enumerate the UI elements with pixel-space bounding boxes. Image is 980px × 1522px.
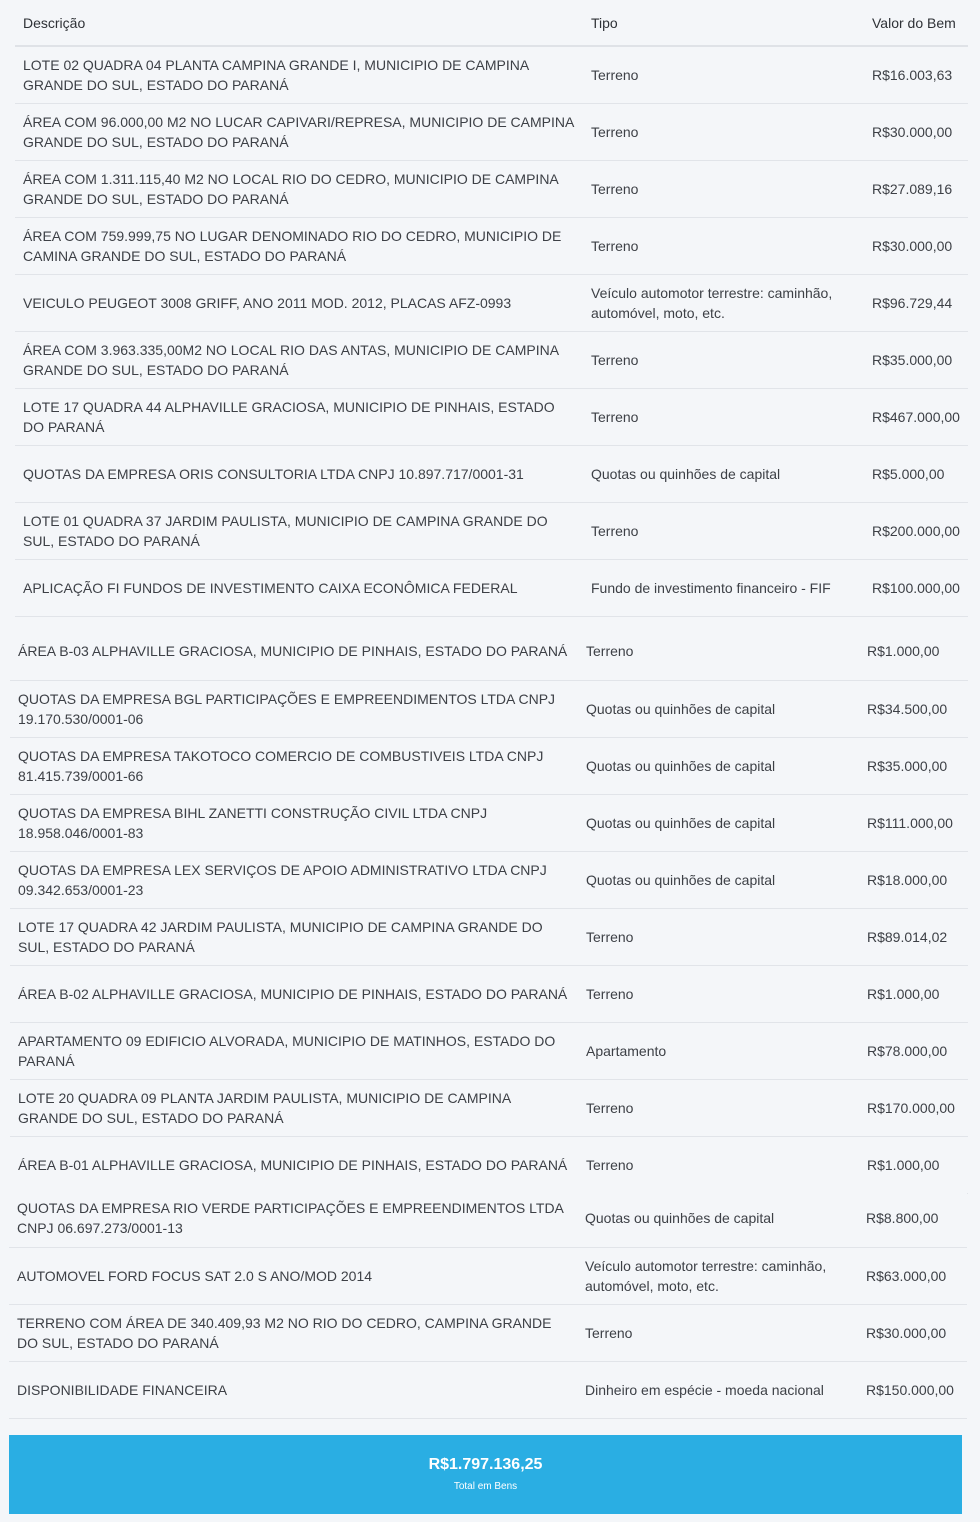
cell-valor: R$18.000,00	[859, 851, 968, 908]
cell-descricao: LOTE 17 QUADRA 42 JARDIM PAULISTA, MUNICIPIO DE CAMPINA GRANDE DO SUL, ESTADO DO PARANÁ	[10, 908, 578, 965]
total-assets-value: R$1.797.136,25	[428, 1456, 543, 1473]
header-descricao: Descrição	[15, 0, 583, 46]
cell-tipo: Terreno	[583, 331, 864, 388]
cell-descricao: LOTE 01 QUADRA 37 JARDIM PAULISTA, MUNICIPIO DE CAMPINA GRANDE DO SUL, ESTADO DO PARANÁ	[15, 502, 583, 559]
cell-descricao: LOTE 20 QUADRA 09 PLANTA JARDIM PAULISTA, MUNICIPIO DE CAMPINA GRANDE DO SUL, ESTADO DO PARANÁ	[10, 1079, 578, 1136]
cell-valor: R$1.000,00	[859, 623, 968, 680]
cell-tipo: Terreno	[583, 217, 864, 274]
cell-valor: R$1.000,00	[859, 1136, 968, 1193]
cell-descricao: VEICULO PEUGEOT 3008 GRIFF, ANO 2011 MOD. 2012, PLACAS AFZ-0993	[15, 274, 583, 331]
cell-valor: R$16.003,63	[864, 46, 968, 103]
cell-valor: R$1.000,00	[859, 965, 968, 1022]
cell-valor: R$78.000,00	[859, 1022, 968, 1079]
assets-table-part-1	[15, 0, 968, 617]
cell-descricao: LOTE 17 QUADRA 44 ALPHAVILLE GRACIOSA, MUNICIPIO DE PINHAIS, ESTADO DO PARANÁ	[15, 388, 583, 445]
cell-descricao: QUOTAS DA EMPRESA ORIS CONSULTORIA LTDA CNPJ 10.897.717/0001-31	[15, 445, 583, 502]
table-row	[10, 680, 968, 737]
cell-valor: R$30.000,00	[864, 103, 968, 160]
cell-descricao: QUOTAS DA EMPRESA LEX SERVIÇOS DE APOIO ADMINISTRATIVO LTDA CNPJ 09.342.653/0001-23	[10, 851, 578, 908]
header-valor: Valor do Bem	[864, 0, 968, 46]
cell-valor: R$96.729,44	[864, 274, 968, 331]
table-body	[9, 1190, 967, 1418]
cell-descricao: APARTAMENTO 09 EDIFICIO ALVORADA, MUNICIPIO DE MATINHOS, ESTADO DO PARANÁ	[10, 1022, 578, 1079]
cell-tipo: Quotas ou quinhões de capital	[578, 737, 859, 794]
table-row	[10, 737, 968, 794]
cell-tipo: Terreno	[578, 908, 859, 965]
cell-descricao: ÁREA COM 96.000,00 M2 NO LUCAR CAPIVARI/REPRESA, MUNICIPIO DE CAMPINA GRANDE DO SUL, ESTADO DO PARANÁ	[15, 103, 583, 160]
total-assets-label: Total em Bens	[453, 1481, 518, 1492]
cell-descricao: APLICAÇÃO FI FUNDOS DE INVESTIMENTO CAIXA ECONÔMICA FEDERAL	[15, 559, 583, 616]
cell-valor: R$35.000,00	[864, 331, 968, 388]
table-row	[10, 851, 968, 908]
cell-valor: R$200.000,00	[864, 502, 968, 559]
cell-valor: R$89.014,02	[859, 908, 968, 965]
cell-tipo: Dinheiro em espécie - moeda nacional	[577, 1361, 858, 1418]
table-row	[15, 559, 968, 616]
cell-tipo: Terreno	[578, 965, 859, 1022]
table-row	[9, 1190, 967, 1247]
table-row	[10, 623, 968, 680]
table-row	[10, 965, 968, 1022]
assets-table-part-2	[10, 623, 968, 1194]
table-row	[15, 445, 968, 502]
cell-tipo: Veículo automotor terrestre: caminhão, automóvel, moto, etc.	[577, 1247, 858, 1304]
header-tipo: Tipo	[583, 0, 864, 46]
assets-table	[15, 0, 968, 617]
table-row	[10, 1079, 968, 1136]
assets-table-continued	[9, 1190, 967, 1419]
cell-descricao: ÁREA COM 759.999,75 NO LUGAR DENOMINADO RIO DO CEDRO, MUNICIPIO DE CAMINA GRANDE DO SUL, ESTADO DO PARANÁ	[15, 217, 583, 274]
cell-descricao: LOTE 02 QUADRA 04 PLANTA CAMPINA GRANDE I, MUNICIPIO DE CAMPINA GRANDE DO SUL, ESTADO DO PARANÁ	[15, 46, 583, 103]
table-row	[10, 1022, 968, 1079]
table-row	[10, 908, 968, 965]
table-row	[10, 794, 968, 851]
cell-descricao: ÁREA B-02 ALPHAVILLE GRACIOSA, MUNICIPIO DE PINHAIS, ESTADO DO PARANÁ	[10, 965, 578, 1022]
cell-tipo: Terreno	[578, 623, 859, 680]
table-row	[15, 274, 968, 331]
cell-valor: R$34.500,00	[859, 680, 968, 737]
cell-tipo: Quotas ou quinhões de capital	[583, 445, 864, 502]
cell-tipo: Fundo de investimento financeiro - FIF	[583, 559, 864, 616]
cell-tipo: Terreno	[583, 160, 864, 217]
cell-descricao: DISPONIBILIDADE FINANCEIRA	[9, 1361, 577, 1418]
cell-valor: R$100.000,00	[864, 559, 968, 616]
cell-descricao: ÁREA B-01 ALPHAVILLE GRACIOSA, MUNICIPIO DE PINHAIS, ESTADO DO PARANÁ	[10, 1136, 578, 1193]
cell-descricao: QUOTAS DA EMPRESA BGL PARTICIPAÇÕES E EMPREENDIMENTOS LTDA CNPJ 19.170.530/0001-06	[10, 680, 578, 737]
cell-tipo: Terreno	[583, 103, 864, 160]
cell-descricao: QUOTAS DA EMPRESA BIHL ZANETTI CONSTRUÇÃO CIVIL LTDA CNPJ 18.958.046/0001-83	[10, 794, 578, 851]
cell-descricao: QUOTAS DA EMPRESA TAKOTOCO COMERCIO DE COMBUSTIVEIS LTDA CNPJ 81.415.739/0001-66	[10, 737, 578, 794]
cell-tipo: Apartamento	[578, 1022, 859, 1079]
cell-descricao: ÁREA COM 1.311.115,40 M2 NO LOCAL RIO DO CEDRO, MUNICIPIO DE CAMPINA GRANDE DO SUL, ESTADO DO PARANÁ	[15, 160, 583, 217]
cell-valor: R$467.000,00	[864, 388, 968, 445]
cell-valor: R$35.000,00	[859, 737, 968, 794]
cell-tipo: Veículo automotor terrestre: caminhão, automóvel, moto, etc.	[583, 274, 864, 331]
table-row	[15, 388, 968, 445]
cell-descricao: ÁREA B-03 ALPHAVILLE GRACIOSA, MUNICIPIO DE PINHAIS, ESTADO DO PARANÁ	[10, 623, 578, 680]
cell-tipo: Terreno	[583, 388, 864, 445]
table-row	[10, 1136, 968, 1193]
table-row	[9, 1247, 967, 1304]
table-row	[15, 103, 968, 160]
cell-valor: R$8.800,00	[858, 1190, 967, 1247]
table-body	[10, 623, 968, 1193]
cell-tipo: Quotas ou quinhões de capital	[578, 680, 859, 737]
cell-tipo: Terreno	[577, 1304, 858, 1361]
cell-descricao: AUTOMOVEL FORD FOCUS SAT 2.0 S ANO/MOD 2014	[9, 1247, 577, 1304]
table-row	[15, 160, 968, 217]
cell-tipo: Terreno	[578, 1136, 859, 1193]
cell-tipo: Terreno	[583, 46, 864, 103]
cell-tipo: Quotas ou quinhões de capital	[577, 1190, 858, 1247]
assets-table-continued	[10, 623, 968, 1194]
table-row	[15, 46, 968, 103]
cell-valor: R$170.000,00	[859, 1079, 968, 1136]
table-row	[9, 1304, 967, 1361]
table-body	[15, 46, 968, 616]
table-row	[15, 331, 968, 388]
cell-valor: R$30.000,00	[864, 217, 968, 274]
cell-tipo: Terreno	[583, 502, 864, 559]
cell-descricao: TERRENO COM ÁREA DE 340.409,93 M2 NO RIO DO CEDRO, CAMPINA GRANDE DO SUL, ESTADO DO PARANÁ	[9, 1304, 577, 1361]
total-assets-banner	[9, 1435, 962, 1514]
cell-tipo: Quotas ou quinhões de capital	[578, 851, 859, 908]
cell-valor: R$111.000,00	[859, 794, 968, 851]
cell-valor: R$150.000,00	[858, 1361, 967, 1418]
cell-valor: R$63.000,00	[858, 1247, 967, 1304]
cell-valor: R$5.000,00	[864, 445, 968, 502]
assets-table-part-3	[9, 1190, 967, 1419]
cell-valor: R$27.089,16	[864, 160, 968, 217]
table-header-row	[15, 0, 968, 46]
table-row	[15, 217, 968, 274]
cell-descricao: QUOTAS DA EMPRESA RIO VERDE PARTICIPAÇÕES E EMPREENDIMENTOS LTDA CNPJ 06.697.273/0001-13	[9, 1190, 577, 1247]
cell-descricao: ÁREA COM 3.963.335,00M2 NO LOCAL RIO DAS ANTAS, MUNICIPIO DE CAMPINA GRANDE DO SUL, ESTADO DO PARANÁ	[15, 331, 583, 388]
cell-tipo: Terreno	[578, 1079, 859, 1136]
cell-valor: R$30.000,00	[858, 1304, 967, 1361]
table-row	[9, 1361, 967, 1418]
table-row	[15, 502, 968, 559]
cell-tipo: Quotas ou quinhões de capital	[578, 794, 859, 851]
